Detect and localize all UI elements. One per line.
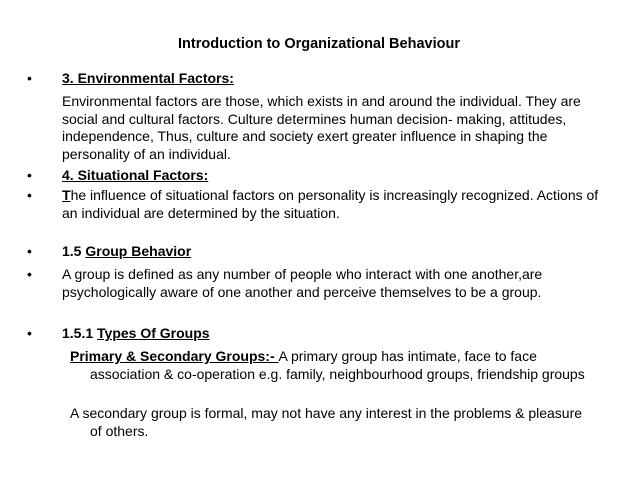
primary-groups-label: Primary & Secondary Groups:- — [70, 348, 279, 364]
primary-groups-text — [70, 348, 605, 383]
situational-factors-text — [62, 187, 602, 222]
primary-groups-body: A primary group has intimate, face to face association & co-operation e.g. family, neighbourhood groups, friendship groups — [90, 348, 585, 382]
bullet: • — [27, 243, 32, 259]
bullet: • — [27, 187, 32, 203]
secondary-groups-text: A secondary group is formal, may not have any interest in the problems & pleasure of others. — [70, 405, 583, 439]
section-number: 1.5 — [62, 243, 86, 259]
environmental-factors-heading: 3. Environmental Factors: — [62, 70, 234, 86]
types-of-groups-title: Types Of Groups — [97, 325, 210, 341]
bullet: • — [27, 266, 32, 282]
section-number: 1.5.1 — [62, 325, 98, 341]
environmental-factors-text: Environmental factors are those, which exists in and around the individual. They are social and cultural factors. Culture determines human decision- making, attitudes, independence, Thus, culture and society exert greater influence in shaping the personality of an individual. — [62, 93, 581, 162]
slide-title: Introduction to Organizational Behaviour — [178, 36, 460, 52]
types-of-groups-heading — [62, 325, 622, 343]
bullet: • — [27, 325, 32, 341]
drop-letter: T — [62, 187, 71, 203]
situational-factors-body: he influence of situational factors on personality is increasingly recognized. Actions of an individual are determined by the situation. — [62, 187, 599, 221]
situational-factors-heading: 4. Situational Factors: — [62, 167, 209, 183]
bullet: • — [27, 167, 32, 183]
bullet: • — [27, 70, 32, 86]
group-behavior-heading — [62, 243, 622, 261]
group-behavior-text: A group is defined as any number of people who interact with one another,are psychologically aware of one another and perceive themselves to be a group. — [62, 266, 543, 300]
group-behavior-title: Group Behavior — [85, 243, 192, 259]
